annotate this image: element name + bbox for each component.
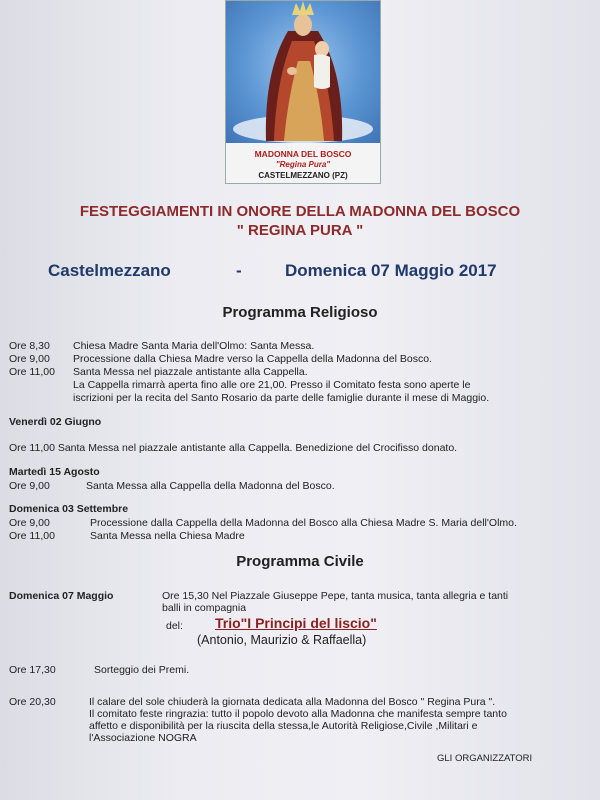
image-caption-subtitle: "Regina Pura"	[275, 160, 331, 169]
madonna-statue-icon	[226, 1, 380, 143]
closing-text: Il comitato feste ringrazia: tutto il popolo devoto alla Madonna che manifesta sempre tanto	[89, 708, 507, 720]
schedule-text: Processione dalla Cappella della Madonna del Bosco alla Chiesa Madre S. Maria dell'Olmo.	[90, 517, 517, 529]
chapel-note: iscrizioni per la recita del Santo Rosario da parte delle famiglie durante il mese di Maggio.	[73, 392, 490, 404]
madonna-image	[225, 0, 381, 184]
performer-prefix: del:	[166, 620, 183, 632]
event-description: balli in compagnia	[162, 602, 247, 614]
schedule-text: Santa Messa nella Chiesa Madre	[90, 530, 245, 542]
place-date-separator: -	[236, 261, 242, 280]
place-name: Castelmezzano	[48, 261, 171, 280]
schedule-time: Ore 9,00	[9, 480, 50, 492]
image-caption-title: MADONNA DEL BOSCO	[254, 149, 352, 159]
schedule-time: Ore 20,30	[9, 696, 56, 708]
event-description: Ore 15,30 Nel Piazzale Giuseppe Pepe, tanta musica, tanta allegria e tanti	[162, 590, 509, 602]
chapel-note: La Cappella rimarrà aperta fino alle ore 21,00. Presso il Comitato festa sono aperte le	[73, 379, 471, 391]
day-heading: Martedì 15 Agosto	[9, 466, 100, 478]
civil-program-heading: Programma Civile	[236, 553, 364, 570]
schedule-text: Chiesa Madre Santa Maria dell'Olmo: Santa Messa.	[73, 340, 315, 352]
religious-program-heading: Programma Religioso	[222, 304, 378, 321]
image-caption-place: CASTELMEZZANO (PZ)	[258, 171, 348, 180]
closing-text: affetto e disponibilità per la riuscita della stessa,le Autorità Religiose,Civile ,Militari e	[89, 720, 478, 732]
schedule-time: Ore 11,00	[9, 366, 55, 378]
day-heading: Domenica 07 Maggio	[9, 590, 114, 602]
schedule-time: Ore 9,00	[9, 353, 50, 365]
poster-title: FESTEGGIAMENTI IN ONORE DELLA MADONNA DEL BOSCO	[79, 203, 521, 220]
schedule-text: Santa Messa alla Cappella della Madonna del Bosco.	[86, 480, 335, 492]
poster-subtitle: " REGINA PURA "	[236, 222, 364, 239]
schedule-time: Ore 11,00	[9, 530, 55, 542]
schedule-time: Ore 8,30	[9, 340, 50, 352]
schedule-text: Santa Messa nel piazzale antistante alla Cappella.	[73, 366, 308, 378]
closing-text: Il calare del sole chiuderà la giornata dedicata alla Madonna del Bosco " Regina Pura ".	[89, 696, 496, 708]
schedule-line: Ore 11,00 Santa Messa nel piazzale antistante alla Cappella. Benedizione del Crocifisso donato.	[9, 442, 458, 454]
day-heading: Domenica 03 Settembre	[9, 503, 129, 515]
performer-name: Trio"I Principi del liscio"	[215, 615, 377, 631]
schedule-text: Processione dalla Chiesa Madre verso la Cappella della Madonna del Bosco.	[73, 353, 432, 365]
event-date: Domenica 07 Maggio 2017	[285, 261, 497, 280]
closing-text: l'Associazione NOGRA	[89, 732, 197, 744]
performer-members: (Antonio, Maurizio & Raffaella)	[197, 633, 367, 647]
schedule-time: Ore 9,00	[9, 517, 50, 529]
schedule-text: Sorteggio dei Premi.	[94, 664, 190, 676]
signature: GLI ORGANIZZATORI	[437, 753, 533, 764]
schedule-time: Ore 17,30	[9, 664, 56, 676]
day-heading: Venerdì 02 Giugno	[9, 416, 102, 428]
